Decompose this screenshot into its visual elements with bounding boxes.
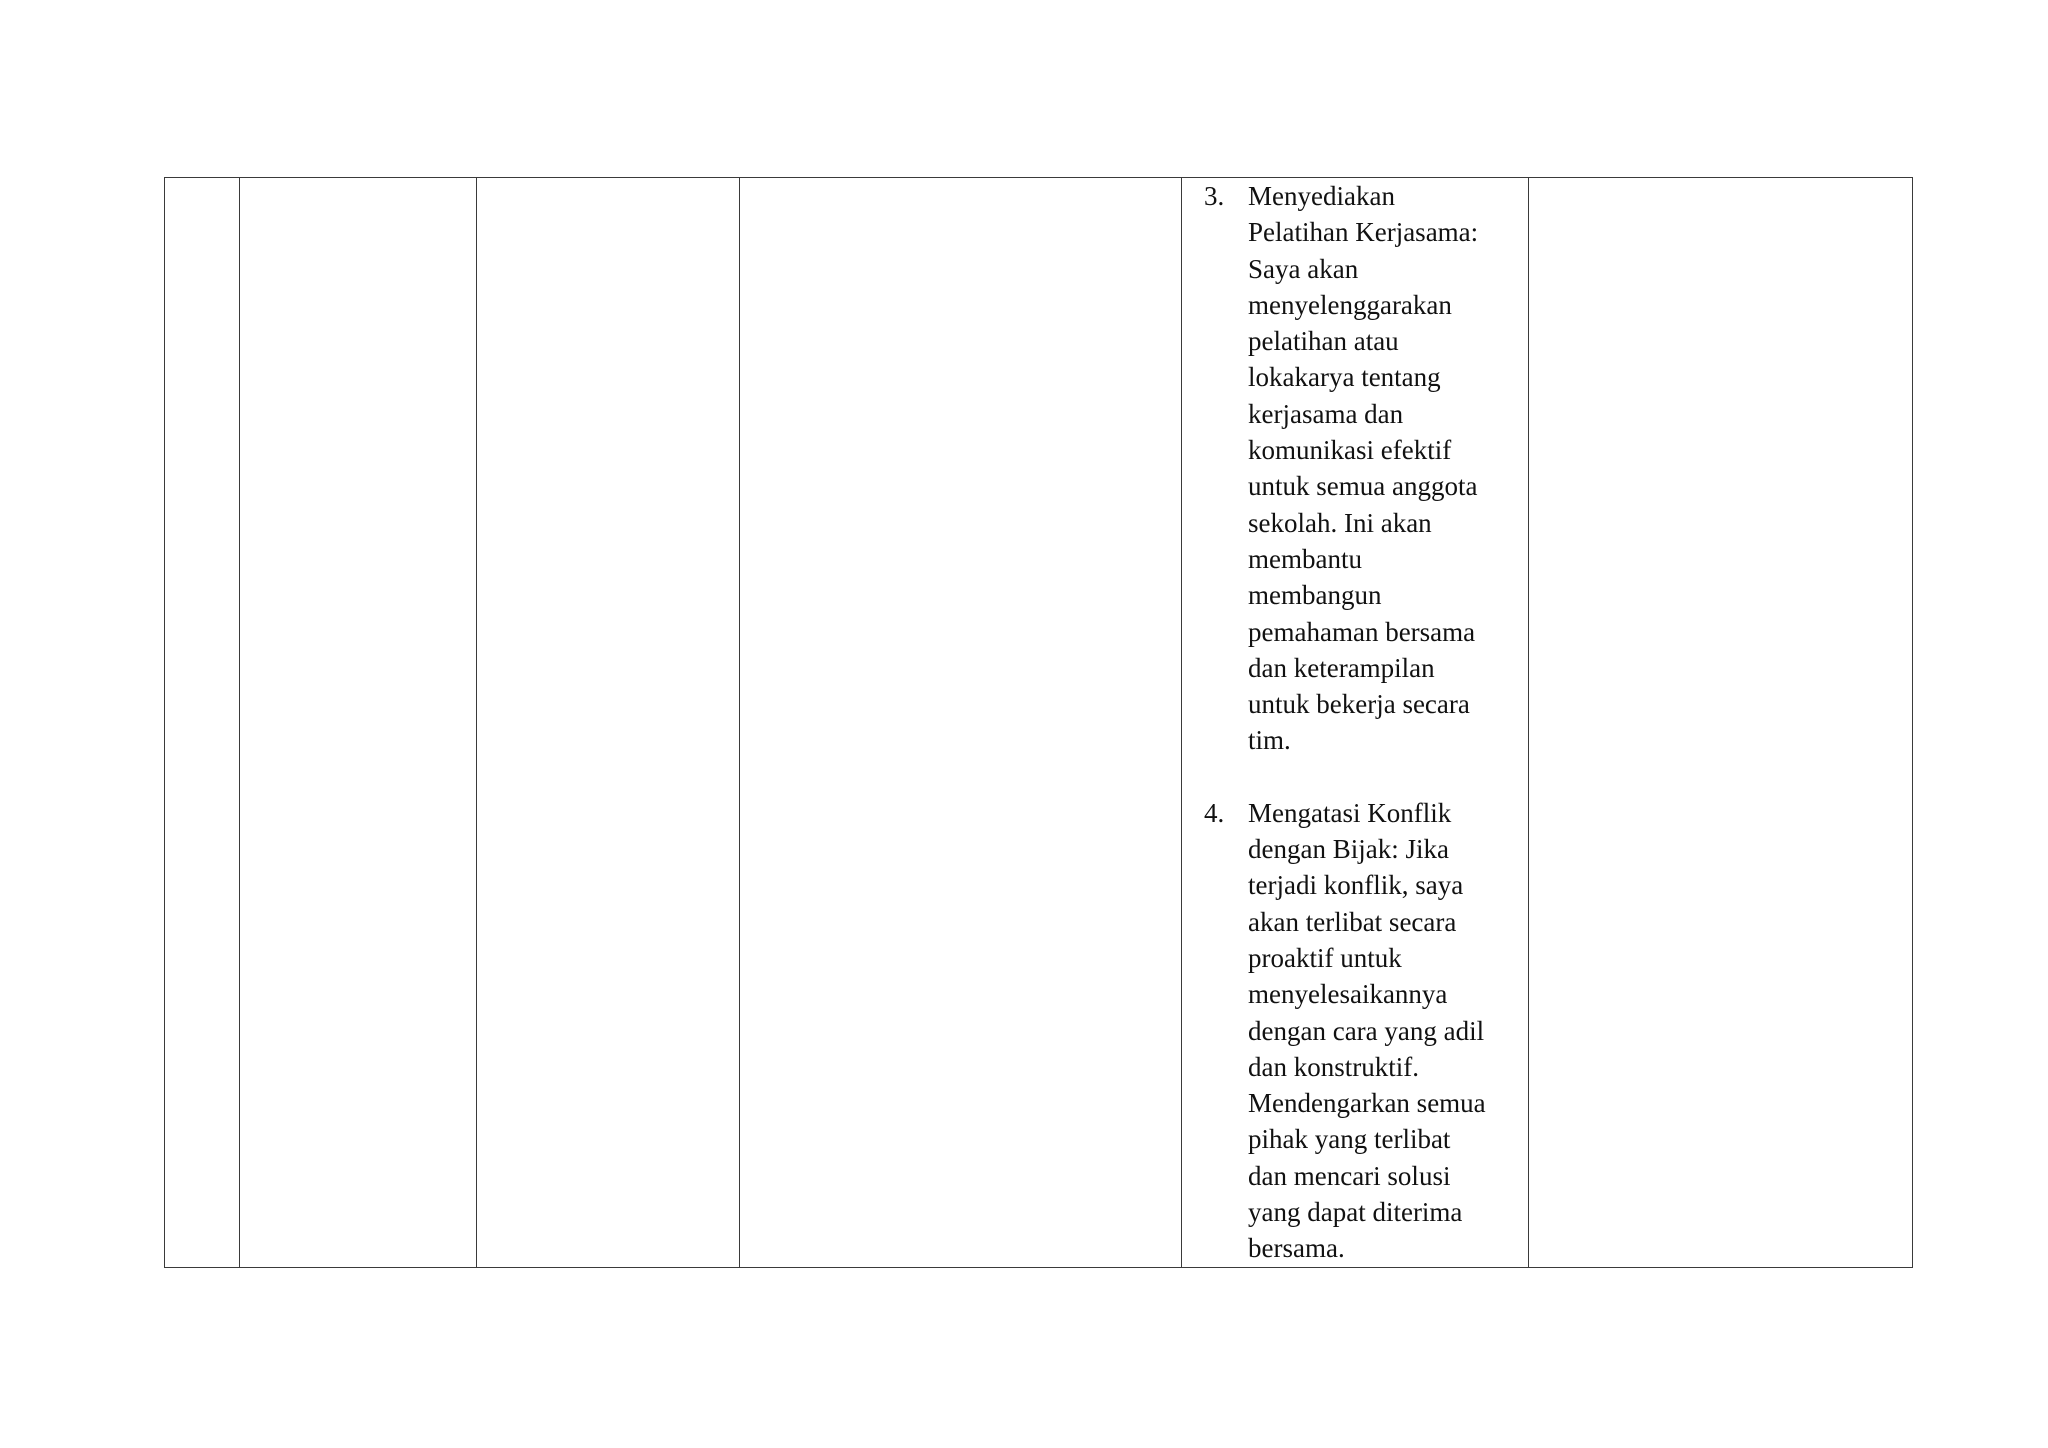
table-cell-col-5 [1182, 178, 1529, 1268]
table-cell-col-1 [165, 178, 240, 1268]
list-item [1204, 795, 1512, 1267]
list-item-text: Menyediakan Pelatihan Kerjasama: Saya akan menyelenggarakan pelatihan atau lokakarya tentang kerjasama dan komunikasi efektif untuk semua anggota sekolah. Ini akan membantu membangun pemahaman bersama dan keterampilan untuk bekerja secara tim. [1248, 181, 1479, 756]
table-row [165, 178, 1913, 1268]
list-item-number: 4. [1204, 797, 1225, 828]
table-cell-col-2 [240, 178, 477, 1268]
numbered-list [1204, 178, 1512, 1267]
list-item [1204, 178, 1512, 759]
table-cell-col-6 [1529, 178, 1913, 1268]
content-table [164, 177, 1913, 1268]
list-item-text: Mengatasi Konflik dengan Bijak: Jika terjadi konflik, saya akan terlibat secara proaktif untuk menyelesaikannya dengan cara yang adil dan konstruktif. Mendengarkan semua pihak yang terlibat dan mencari solusi yang dapat diterima bersama. [1248, 797, 1486, 1264]
list-item-number: 3. [1204, 181, 1225, 211]
cell-content [1182, 178, 1528, 1267]
table-cell-col-4 [740, 178, 1182, 1268]
table-cell-col-3 [477, 178, 740, 1268]
